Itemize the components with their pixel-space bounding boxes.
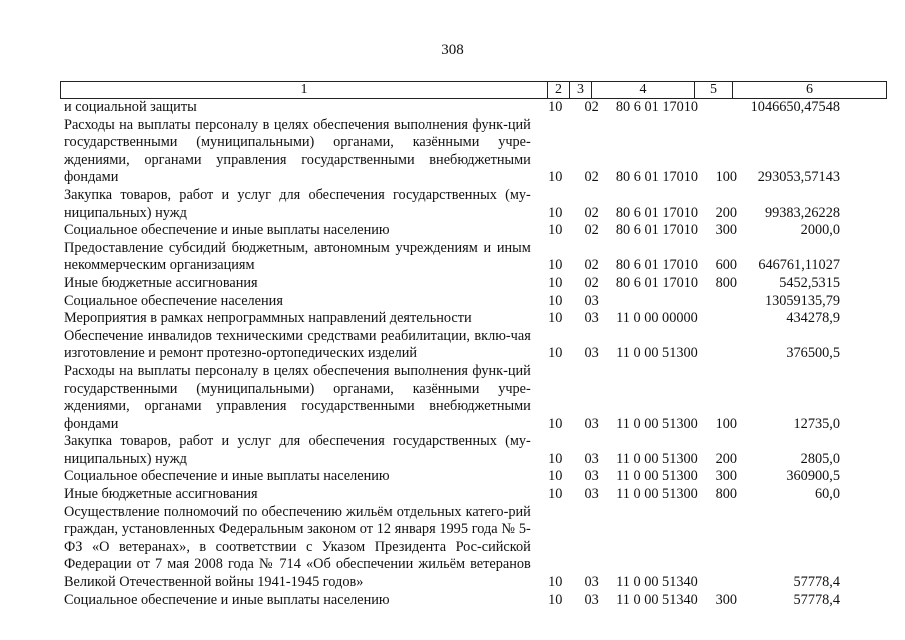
subsection-code: 02 [584,99,599,115]
amount: 2805,0 [800,450,840,467]
row-description: Закупка товаров, работ и услуг для обеспечения государственных (му-ниципальных) нужд [64,433,531,467]
amount: 2000,0 [800,222,840,239]
section-code: 10 [548,204,563,221]
amount: 60,0 [814,486,840,503]
row-description: Расходы на выплаты персоналу в целях обеспечения выполнения функ-ций государственными (муниципальными) органами, казёнными учре-ждениями, органами управления государственными внебюджетными фондами [64,362,531,432]
table-row [60,504,840,592]
table-row [60,222,840,240]
section-code: 10 [548,99,563,115]
row-description: Социальное обеспечение и иные выплаты населению [64,468,390,485]
target-article-code: 11 0 00 51300 [616,468,698,485]
expense-type-code: 800 [715,274,738,291]
header-col-5: 5 [695,82,733,98]
section-code: 10 [548,591,563,608]
row-description: Иные бюджетные ассигнования [64,486,258,503]
table-row [60,275,840,293]
amount: 293053,57143 [757,169,840,186]
table-row [60,293,840,311]
expense-type-code: 300 [715,468,738,485]
amount: 12735,0 [793,415,840,432]
table-row [60,240,840,275]
header-col-3: 3 [570,82,592,98]
amount: 360900,5 [786,468,840,485]
section-code: 10 [548,169,563,186]
amount: 1046650,47548 [750,99,840,115]
subsection-code: 02 [584,257,599,274]
table-row [60,433,840,468]
target-article-code: 11 0 00 00000 [616,310,698,327]
table-body [60,99,840,609]
table-row [60,310,840,328]
section-code: 10 [548,415,563,432]
table-row [60,363,840,433]
target-article-code: 11 0 00 51300 [616,345,698,362]
section-code: 10 [548,274,563,291]
section-code: 10 [548,450,563,467]
target-article-code: 11 0 00 51300 [616,486,698,503]
table-row [60,99,840,117]
table-row [60,187,840,222]
section-code: 10 [548,468,563,485]
subsection-code: 03 [584,345,599,362]
section-code: 10 [548,574,563,591]
amount: 57778,4 [793,591,840,608]
expense-type-code: 300 [715,222,738,239]
subsection-code: 03 [584,591,599,608]
expense-type-code: 200 [715,450,738,467]
target-article-code: 80 6 01 17010 [615,169,699,186]
target-article-code: 80 6 01 17010 [615,222,699,239]
expense-type-code: 600 [715,257,738,274]
table-row [60,117,840,187]
subsection-code: 02 [584,222,599,239]
table-row [60,328,840,363]
row-description: Социальное обеспечение и иные выплаты населению [64,591,390,608]
section-code: 10 [548,345,563,362]
row-description: Расходы на выплаты персоналу в целях обеспечения выполнения функ-ций государственными (муниципальными) органами, казёнными учре-ждениями, органами управления государственными внебюджетными фондами [64,116,531,186]
amount: 434278,9 [786,310,840,327]
expense-type-code: 100 [715,415,738,432]
table-row [60,468,840,486]
section-code: 10 [548,257,563,274]
row-description: Предоставление субсидий бюджетным, автономным учреждениям и иным некоммерческим организациям [64,239,531,274]
subsection-code: 03 [584,574,599,591]
table-row [60,592,840,610]
row-description: Осуществление полномочий по обеспечению жильём отдельных катего-рий граждан, установленных Федеральным законом от 12 января 1995 года № 5-ФЗ «О ветеранах», в соответствии с Указом Президента Рос-сийской Федерации от 7 мая 2008 года № 714 «Об обеспечении жильём ветеранов Великой Отечественной войны 1941-1945 годов» [64,503,531,591]
header-col-6: 6 [806,82,813,97]
expense-type-code: 200 [715,204,738,221]
row-description: Иные бюджетные ассигнования [64,274,258,291]
amount: 13059135,79 [764,292,840,309]
section-code: 10 [548,222,563,239]
subsection-code: 02 [584,274,599,291]
subsection-code: 03 [584,486,599,503]
subsection-code: 02 [584,204,599,221]
target-article-code: 11 0 00 51300 [616,450,698,467]
expense-type-code: 300 [715,591,738,608]
expense-type-code: 100 [715,169,738,186]
amount: 99383,26228 [764,204,840,221]
subsection-code: 03 [584,450,599,467]
section-code: 10 [548,292,563,309]
target-article-code: 11 0 00 51300 [616,415,698,432]
target-article-code: 11 0 00 51340 [616,574,698,591]
subsection-code: 02 [584,169,599,186]
amount: 646761,11027 [758,257,840,274]
header-col-2: 2 [548,82,570,98]
amount: 376500,5 [786,345,840,362]
expense-type-code: 800 [715,486,738,503]
subsection-code: 03 [584,310,599,327]
row-description: Мероприятия в рамках непрограммных направлений деятельности [64,310,472,327]
row-description: Обеспечение инвалидов техническими средствами реабилитации, вклю-чая изготовление и ремонт протезно-ортопедических изделий [64,327,531,362]
row-description: и социальной защиты [64,99,197,115]
subsection-code: 03 [584,415,599,432]
target-article-code: 80 6 01 17010 [615,274,699,291]
target-article-code: 80 6 01 17010 [615,257,699,274]
target-article-code: 11 0 00 51340 [616,591,698,608]
amount: 5452,5315 [779,274,840,291]
table-header [60,81,887,99]
header-col-4: 4 [592,82,695,98]
section-code: 10 [548,310,563,327]
section-code: 10 [548,486,563,503]
page-number: 308 [441,42,464,58]
header-col-1: 1 [61,82,548,98]
target-article-code: 80 6 01 17010 [615,204,699,221]
amount: 57778,4 [793,574,840,591]
row-description: Закупка товаров, работ и услуг для обеспечения государственных (му-ниципальных) нужд [64,186,531,221]
row-description: Социальное обеспечение населения [64,292,283,309]
subsection-code: 03 [584,292,599,309]
subsection-code: 03 [584,468,599,485]
table-row [60,486,840,504]
row-description: Социальное обеспечение и иные выплаты населению [64,222,390,239]
target-article-code: 80 6 01 17010 [615,99,699,115]
